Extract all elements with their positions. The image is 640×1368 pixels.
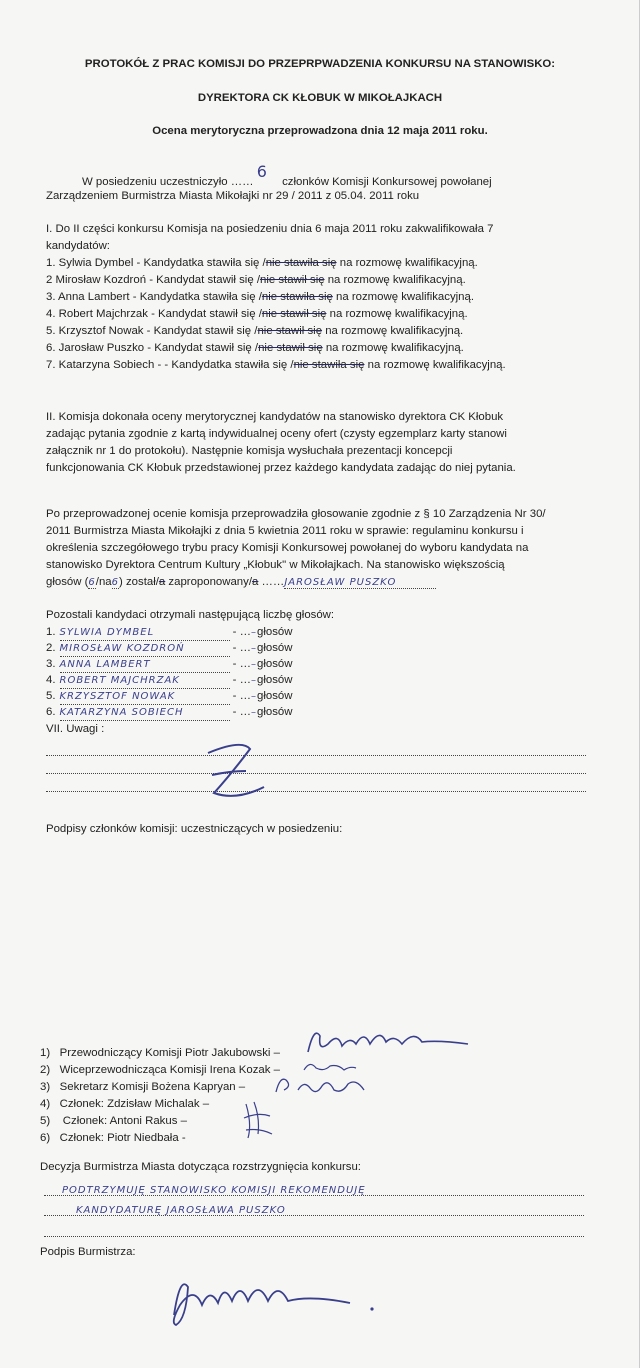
- member-count-handwritten: 6: [256, 162, 267, 181]
- intro-prefix: W posiedzeniu uczestniczyło ……: [82, 176, 254, 188]
- vote-line-1: Po przeprowadzonej ocenie komisja przeprowadziła głosowanie zgodnie z § 10 Zarządzenia Nr 30/: [46, 508, 546, 520]
- vote-row: 4. ROBERT MAJCHRZAK - …–głosów: [46, 673, 292, 689]
- candidate-row: 1. Sylwia Dymbel - Kandydatka stawiła się /nie stawiła się na rozmowę kwalifikacyjną.: [46, 257, 478, 269]
- candidate-row: 6. Jarosław Puszko - Kandydat stawił się /nie stawił się na rozmowę kwalifikacyjną.: [46, 342, 464, 354]
- title-line-1: PROTOKÓŁ Z PRAC KOMISJI DO PRZEPRPWADZENIA KONKURSU NA STANOWISKO:: [84, 58, 556, 70]
- decision-heading: Decyzja Burmistrza Miasta dotycząca rozstrzygnięcia konkursu:: [40, 1161, 361, 1173]
- signatures-heading: Podpisy członków komisji: uczestniczących w posiedzeniu:: [46, 823, 343, 835]
- remarks-label: VII. Uwagi :: [46, 723, 105, 735]
- mayor-signature-label: Podpis Burmistrza:: [40, 1246, 136, 1258]
- vote-row: 2. MIROSŁAW KOZDROŃ - …–głosów: [46, 641, 292, 657]
- decision-handwritten-line-2: KANDYDATURĘ JAROSŁAWA PUSZKO: [76, 1205, 286, 1216]
- intro-line-1: [82, 162, 492, 190]
- intro-suffix: członków Komisji Konkursowej powołanej: [282, 176, 492, 188]
- member-row: 4) Członek: Zdzisław Michalak –: [40, 1098, 210, 1110]
- decision-handwritten-line-1: PODTRZYMUJĘ STANOWISKO KOMISJI REKOMENDUJĘ: [62, 1185, 366, 1196]
- z-mark-strike: [190, 735, 280, 815]
- member-row: 3) Sekretarz Komisji Bożena Kapryan –: [40, 1081, 246, 1093]
- part2-line-4: funkcjonowania CK Kłobuk przedstawionej przez każdego kandydata zadając do niej pytania.: [46, 462, 516, 474]
- signature-member: [238, 1094, 278, 1144]
- remarks-line: [46, 755, 586, 756]
- candidate-row: 3. Anna Lambert - Kandydatka stawiła się /nie stawiła się na rozmowę kwalifikacyjną.: [46, 291, 475, 303]
- part2-line-2: zadając pytania zgodnie z kartą indywidualnej oceny ofert (czysty egzemplarz karty stanowi: [46, 428, 507, 440]
- member-row: 5) Członek: Antoni Rakus –: [40, 1115, 187, 1127]
- member-row: 6) Członek: Piotr Niedbała -: [40, 1132, 186, 1144]
- candidate-row: 2 Mirosław Kozdroń - Kandydat stawił się /nie stawił się na rozmowę kwalifikacyjną.: [46, 274, 466, 286]
- candidate-row: 4. Robert Majchrzak - Kandydat stawił się /nie stawił się na rozmowę kwalifikacyjną.: [46, 308, 468, 320]
- vote-line-2: 2011 Burmistrza Miasta Mikołajki z dnia 5 kwietnia 2011 roku w sprawie: regulaminu konkursu i: [46, 525, 524, 537]
- part1-line-2: kandydatów:: [46, 240, 110, 252]
- signature-secretary: [268, 1072, 378, 1102]
- signature-chairman: [298, 1022, 478, 1062]
- vote-line-5: głosów (6/na6) został/a zaproponowany/a ……JAROSŁAW PUSZKO: [46, 575, 436, 590]
- vote-line-4: stanowisko Dyrektora Centrum Kultury „Kłobuk" w Mikołajkach. Na stanowisko większością: [46, 559, 505, 571]
- part2-line-3: załącznik nr 1 do protokołu). Następnie komisja wysłuchała prezentacji koncepcji: [46, 445, 453, 457]
- remarks-line: [46, 773, 586, 774]
- votes-total-handwritten: 6: [111, 577, 120, 588]
- intro-line-2: Zarządzeniem Burmistrza Miasta Mikołajki nr 29 / 2011 z 05.04. 2011 roku: [46, 190, 420, 202]
- member-row: 1) Przewodniczący Komisji Piotr Jakubowski –: [40, 1047, 280, 1059]
- vote-row: 6. KATARZYNA SOBIECH - …–głosów: [46, 705, 292, 721]
- part2-line-1: II. Komisja dokonała oceny merytorycznej kandydatów na stanowisko dyrektora CK Kłobuk: [46, 411, 504, 423]
- member-row: 2) Wiceprzewodnicząca Komisji Irena Kozak –: [40, 1064, 280, 1076]
- vote-row: 1. SYLWIA DYMBEL - …–głosów: [46, 625, 292, 641]
- vote-line-3: określenia szczegółowego trybu pracy Komisji Konkursowej powołanej do wyboru kandydata na: [46, 542, 529, 554]
- title-line-3: Ocena merytoryczna przeprowadzona dnia 12 maja 2011 roku.: [152, 125, 488, 137]
- remarks-line: [46, 791, 586, 792]
- signature-mayor: [160, 1265, 400, 1335]
- vote-row: 5. KRZYSZTOF NOWAK - …–głosów: [46, 689, 292, 705]
- part1-line-1: I. Do II części konkursu Komisja na posiedzeniu dnia 6 maja 2011 roku zakwalifikowała 7: [46, 223, 494, 235]
- winner-name-handwritten: JAROSŁAW PUSZKO: [284, 577, 436, 589]
- others-heading: Pozostali kandydaci otrzymali następującą liczbę głosów:: [46, 609, 335, 621]
- decision-line: [44, 1236, 584, 1237]
- votes-for-handwritten: 6: [88, 577, 96, 588]
- title-line-2: DYREKTORA CK KŁOBUK W MIKOŁAJKACH: [197, 92, 443, 104]
- vote-row: 3. ANNA LAMBERT - …–głosów: [46, 657, 292, 673]
- candidate-row: 5. Krzysztof Nowak - Kandydat stawił się /nie stawił się na rozmowę kwalifikacyjną.: [46, 325, 464, 337]
- candidate-row: 7. Katarzyna Sobiech - - Kandydatka stawiła się /nie stawiła się na rozmowę kwalifikacyjną.: [46, 359, 506, 371]
